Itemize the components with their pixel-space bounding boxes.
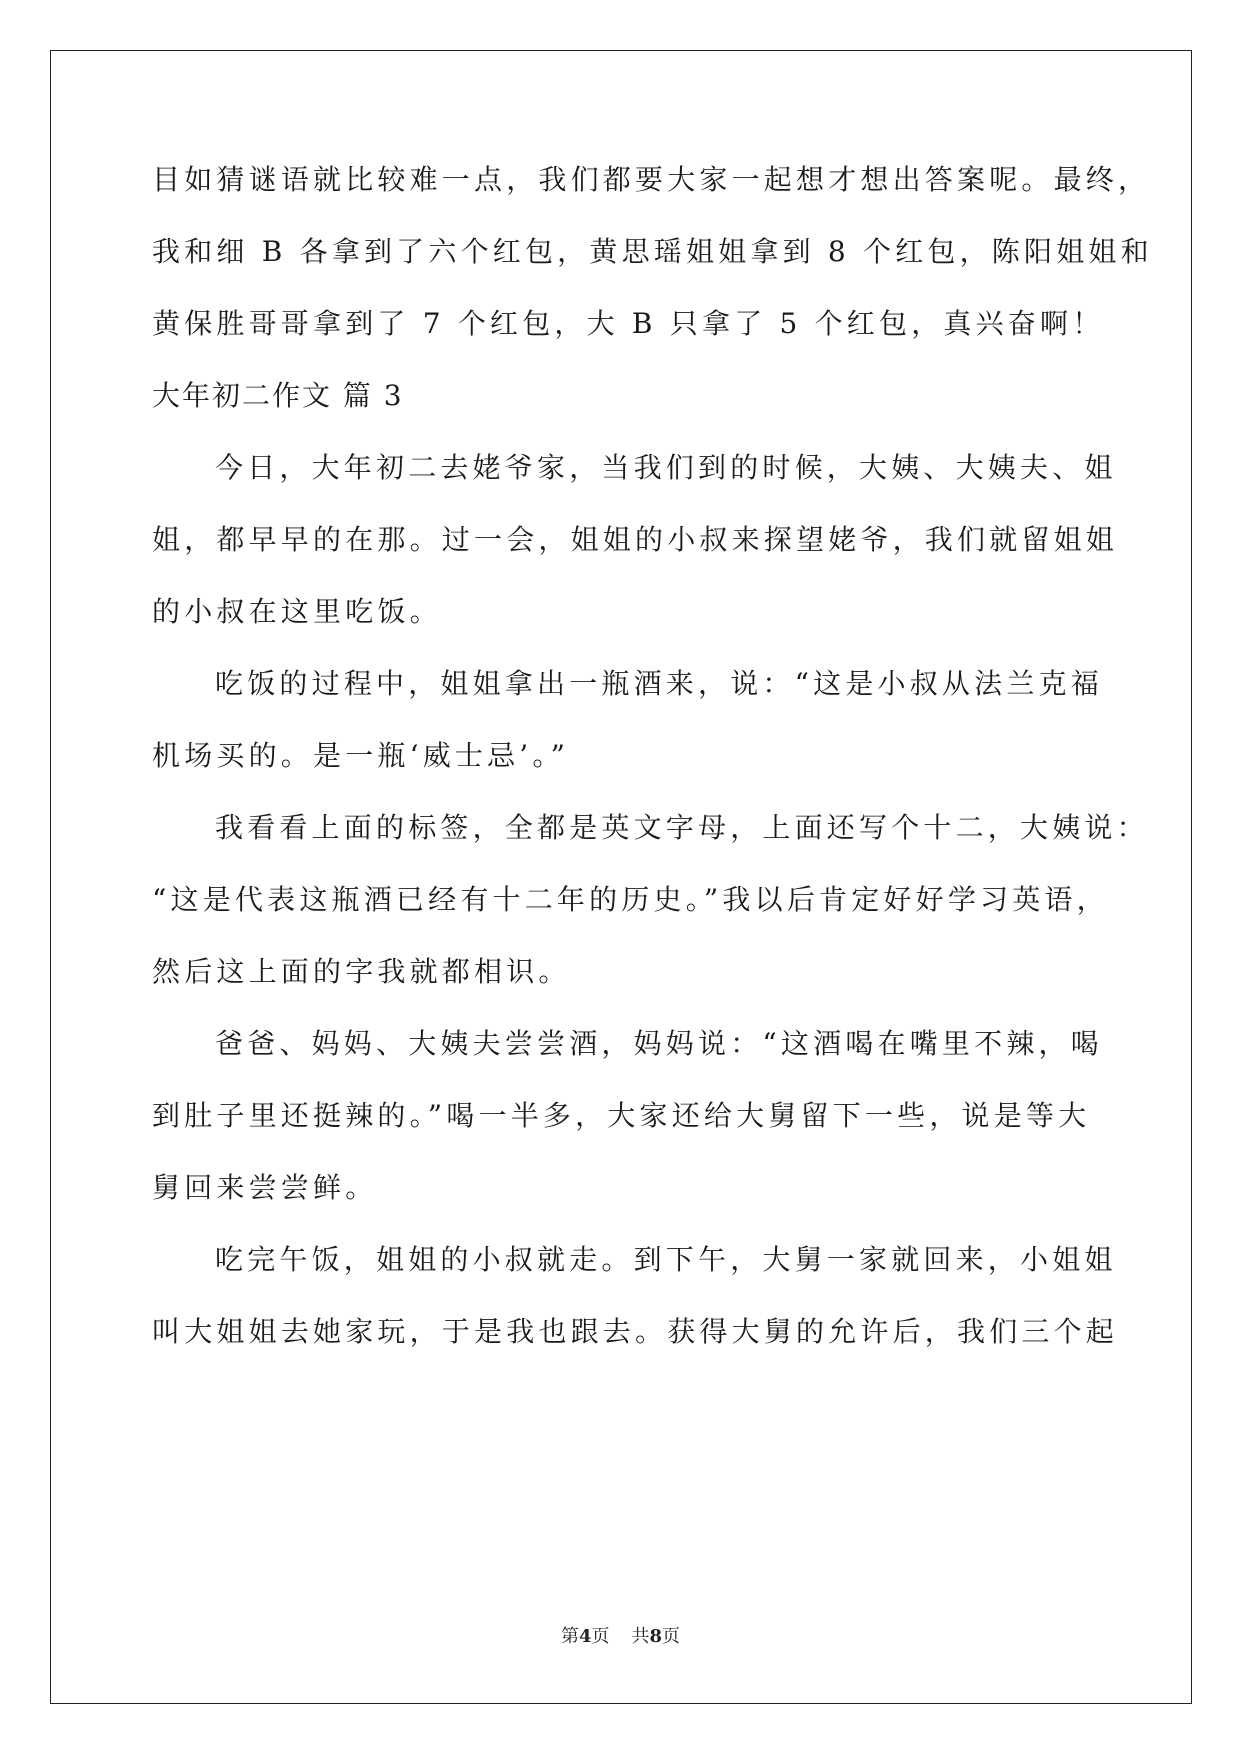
total-suffix: 页 (662, 1626, 681, 1647)
text-line: 然后这上面的字我就都相识。 (152, 955, 571, 988)
text-line: 爸爸、妈妈、大姨夫尝尝酒，妈妈说：“这酒喝在嘴里不辣，喝 (215, 1027, 1103, 1060)
text-line: 到肚子里还挺辣的。”喝一半多，大家还给大舅留下一些，说是等大 (152, 1099, 1091, 1132)
text-line: 叫大姐姐去她家玩，于是我也跟去。获得大舅的允许后，我们三个起 (152, 1315, 1119, 1348)
page-suffix: 页 (591, 1626, 610, 1647)
total-page-number: 8 (649, 1626, 663, 1647)
text-line: 今日，大年初二去姥爷家，当我们到的时候，大姨、大姨夫、姐 (215, 451, 1117, 484)
text-line: “这是代表这瓶酒已经有十二年的历史。”我以后肯定好好学习英语， (152, 883, 1109, 916)
text-line: 的小叔在这里吃饭。 (152, 595, 442, 628)
text-line: 我看看上面的标签，全都是英文字母，上面还写个十二，大姨说： (215, 811, 1149, 844)
text-line: 目如猜谜语就比较难一点，我们都要大家一起想才想出答案呢。最终， (152, 163, 1151, 196)
text-line: 机场买的。是一瓶‘威士忌’。” (152, 739, 570, 772)
text-line: 吃完午饭，姐姐的小叔就走。到下午，大舅一家就回来，小姐姐 (215, 1243, 1117, 1276)
text-line: 姐，都早早的在那。过一会，姐姐的小叔来探望姥爷，我们就留姐姐 (152, 523, 1119, 556)
text-line: 黄保胜哥哥拿到了 7 个红包，大 B 只拿了 5 个红包，真兴奋啊！ (152, 307, 1105, 340)
total-prefix: 共 (631, 1626, 650, 1647)
page-footer (0, 1625, 1241, 1649)
section-heading: 大年初二作文 篇 3 (152, 379, 404, 412)
text-line: 我和细 B 各拿到了六个红包，黄思瑶姐姐拿到 8 个红包，陈阳姐姐和 (152, 235, 1153, 268)
current-page-number: 4 (578, 1626, 592, 1647)
text-line: 舅回来尝尝鲜。 (152, 1171, 378, 1204)
page-border (50, 50, 1192, 1704)
text-line: 吃饭的过程中，姐姐拿出一瓶酒来，说：“这是小叔从法兰克福 (215, 667, 1103, 700)
page-prefix: 第 (560, 1626, 579, 1647)
